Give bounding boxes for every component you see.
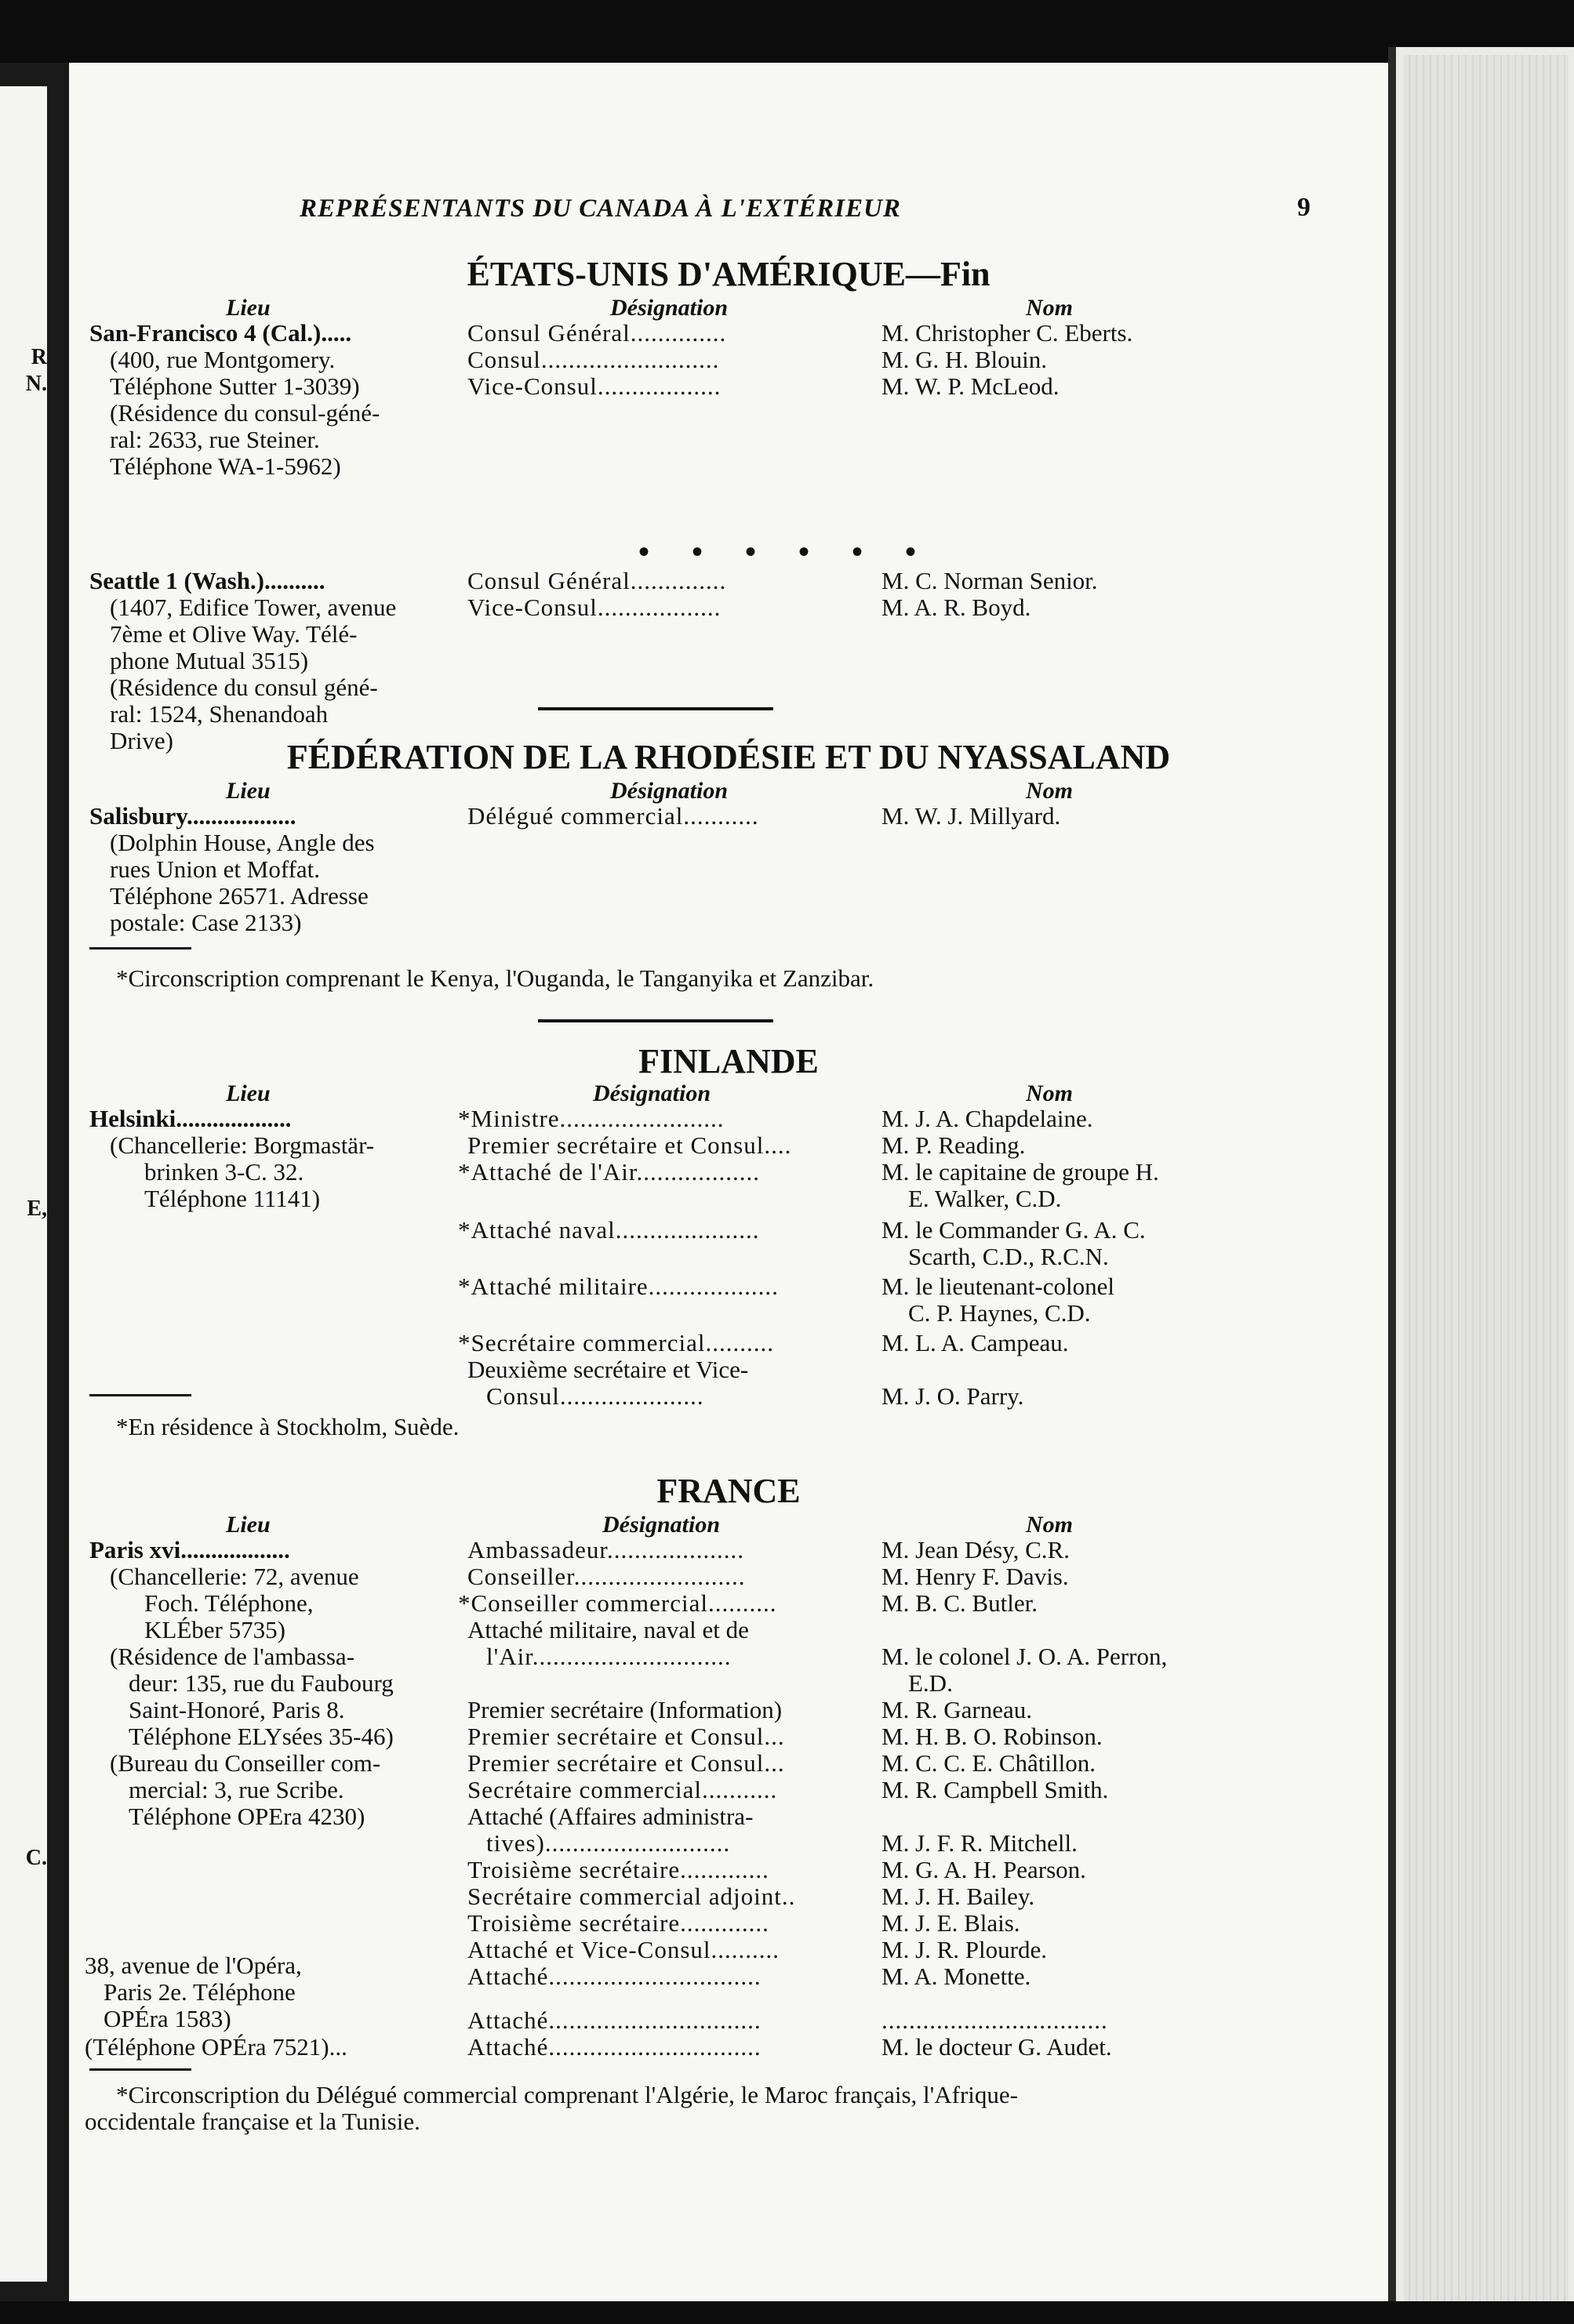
- lieu-line: Saint-Honoré, Paris 8.: [129, 1696, 345, 1723]
- designation-cell: Vice-Consul..................: [467, 594, 722, 621]
- lieu-line: (Chancellerie: 72, avenue: [110, 1563, 359, 1590]
- section-rule: [538, 1019, 773, 1022]
- footnote: occidentale française et la Tunisie.: [85, 2108, 420, 2135]
- designation-cell: Attaché...............................: [467, 2033, 762, 2061]
- column-header-nom: Nom: [1026, 1512, 1073, 1538]
- lieu-line: (Dolphin House, Angle des: [110, 829, 375, 856]
- lieu-line: Drive): [110, 727, 173, 754]
- nom-cell: M. J. F. R. Mitchell.: [882, 1829, 1078, 1857]
- lieu-line: Seattle 1 (Wash.)..........: [89, 567, 325, 594]
- lieu-line: Paris xvi..................: [89, 1536, 290, 1563]
- designation-cell: Attaché militaire, naval et de: [467, 1616, 749, 1643]
- nom-cell: M. R. Campbell Smith.: [882, 1776, 1109, 1803]
- column-header-lieu: Lieu: [226, 1080, 271, 1106]
- designation-cell: Conseiller.........................: [467, 1563, 746, 1590]
- nom-cell: M. J. H. Bailey.: [882, 1883, 1035, 1910]
- nom-cell: M. G. H. Blouin.: [882, 346, 1047, 373]
- designation-cell: *Secrétaire commercial..........: [458, 1329, 774, 1356]
- lieu-line: (Résidence de l'ambassa-: [110, 1643, 355, 1670]
- nom-cell: Scarth, C.D., R.C.N.: [908, 1243, 1109, 1270]
- lieu-line: 7ème et Olive Way. Télé-: [110, 620, 358, 648]
- lieu-line: OPÉra 1583): [104, 2005, 231, 2032]
- nom-cell: M. C. C. E. Châtillon.: [882, 1749, 1096, 1777]
- lieu-line: Téléphone 11141): [144, 1185, 321, 1212]
- document-page: [69, 63, 1388, 2301]
- designation-cell: *Attaché de l'Air..................: [458, 1158, 760, 1186]
- page-edge-texture: [1404, 55, 1569, 2313]
- designation-cell: Attaché et Vice-Consul..........: [467, 1936, 780, 1963]
- designation-cell: Attaché...............................: [467, 1963, 762, 1990]
- lieu-line: ral: 2633, rue Steiner.: [110, 426, 320, 453]
- designation-cell: Deuxième secrétaire et Vice-: [467, 1356, 749, 1383]
- designation-cell: *Ministre........................: [458, 1105, 725, 1132]
- designation-cell: Premier secrétaire et Consul...: [467, 1749, 785, 1777]
- nom-cell: M. le capitaine de groupe H.: [882, 1158, 1159, 1186]
- lieu-line: brinken 3-C. 32.: [144, 1158, 304, 1186]
- lieu-line: Paris 2e. Téléphone: [104, 1978, 296, 2006]
- nom-cell: .................................: [882, 2006, 1108, 2034]
- column-header-nom: Nom: [1026, 778, 1073, 804]
- nom-cell: M. le Commander G. A. C.: [882, 1216, 1146, 1244]
- section-rule: [538, 707, 773, 710]
- nom-cell: M. A. R. Boyd.: [882, 594, 1031, 621]
- nom-cell: M. W. P. McLeod.: [882, 372, 1060, 400]
- designation-cell: Premier secrétaire et Consul...: [467, 1723, 785, 1750]
- lieu-line: Salisbury..................: [89, 802, 296, 830]
- column-header-designation: Désignation: [602, 1512, 721, 1538]
- separator-dots: • • • • • •: [638, 534, 934, 569]
- lieu-line: KLÉber 5735): [144, 1616, 285, 1643]
- nom-cell: M. A. Monette.: [882, 1963, 1031, 1990]
- nom-cell: M. R. Garneau.: [882, 1696, 1032, 1723]
- designation-cell: Ambassadeur....................: [467, 1536, 745, 1563]
- nom-cell: M. Christopher C. Eberts.: [882, 319, 1133, 347]
- nom-cell: M. B. C. Butler.: [882, 1589, 1038, 1617]
- lieu-line: Téléphone Sutter 1-3039): [110, 372, 360, 400]
- lieu-line: 38, avenue de l'Opéra,: [85, 1952, 302, 1979]
- nom-cell: E. Walker, C.D.: [908, 1185, 1062, 1212]
- lieu-line: Téléphone OPEra 4230): [129, 1803, 365, 1830]
- nom-cell: C. P. Haynes, C.D.: [908, 1299, 1091, 1327]
- section-title-usa: ÉTATS-UNIS D'AMÉRIQUE—Fin: [467, 255, 991, 293]
- running-header: REPRÉSENTANTS DU CANADA À L'EXTÉRIEUR: [300, 194, 901, 223]
- designation-cell: Consul..........................: [467, 346, 720, 373]
- lieu-line: phone Mutual 3515): [110, 647, 309, 674]
- designation-cell: Délégué commercial...........: [467, 802, 759, 830]
- footnote-rule: [89, 947, 191, 950]
- designation-cell: Consul Général..............: [467, 567, 727, 594]
- nom-cell: M. J. E. Blais.: [882, 1909, 1020, 1937]
- designation-cell: Secrétaire commercial adjoint..: [467, 1883, 796, 1910]
- nom-cell: M. le colonel J. O. A. Perron,: [882, 1643, 1168, 1670]
- designation-cell: l'Air.............................: [486, 1643, 732, 1670]
- nom-cell: M. J. R. Plourde.: [882, 1936, 1047, 1963]
- nom-cell: M. P. Reading.: [882, 1131, 1026, 1159]
- column-header-designation: Désignation: [593, 1080, 711, 1106]
- designation-cell: Premier secrétaire et Consul....: [467, 1131, 792, 1159]
- column-header-nom: Nom: [1026, 295, 1073, 321]
- designation-cell: Attaché (Affaires administra-: [467, 1803, 754, 1830]
- designation-cell: Attaché...............................: [467, 2006, 762, 2034]
- nom-cell: M. Jean Désy, C.R.: [882, 1536, 1070, 1563]
- designation-cell: Vice-Consul..................: [467, 372, 722, 400]
- lieu-line: postale: Case 2133): [110, 909, 302, 936]
- designation-cell: Secrétaire commercial...........: [467, 1776, 778, 1803]
- designation-cell: *Attaché naval.....................: [458, 1216, 760, 1244]
- footnote: *Circonscription du Délégué commercial comprenant l'Algérie, le Maroc français, l'Afrique-: [116, 2081, 1018, 2108]
- section-title-rhodesia: FÉDÉRATION DE LA RHODÉSIE ET DU NYASSALAND: [286, 738, 1171, 776]
- facing-page-text: C.: [25, 1846, 47, 1870]
- designation-cell: tives)...........................: [486, 1829, 731, 1857]
- facing-page-text: N.: [25, 372, 47, 396]
- scan-border-bottom: [0, 2301, 1574, 2324]
- nom-cell: M. G. A. H. Pearson.: [882, 1856, 1086, 1883]
- column-header-lieu: Lieu: [226, 1512, 271, 1538]
- nom-cell: M. W. J. Millyard.: [882, 802, 1061, 830]
- lieu-line: (Téléphone OPÉra 7521)...: [85, 2033, 347, 2061]
- designation-cell: Troisième secrétaire.............: [467, 1909, 769, 1937]
- lieu-line: ral: 1524, Shenandoah: [110, 700, 329, 728]
- lieu-line: San-Francisco 4 (Cal.).....: [89, 319, 352, 347]
- section-title-france: FRANCE: [656, 1472, 801, 1510]
- nom-cell: M. H. B. O. Robinson.: [882, 1723, 1103, 1750]
- lieu-line: (Résidence du consul géné-: [110, 674, 378, 701]
- nom-cell: M. le lieutenant-colonel: [882, 1273, 1114, 1300]
- lieu-line: Helsinki...................: [89, 1105, 292, 1132]
- column-header-nom: Nom: [1026, 1080, 1073, 1106]
- facing-page-text: R: [31, 345, 47, 369]
- footnote: *Circonscription comprenant le Kenya, l'Ouganda, le Tanganyika et Zanzibar.: [116, 964, 874, 992]
- section-title-finland: FINLANDE: [638, 1042, 819, 1080]
- designation-cell: Troisième secrétaire.............: [467, 1856, 769, 1883]
- designation-cell: *Conseiller commercial..........: [458, 1589, 777, 1617]
- facing-page-edge: [0, 86, 47, 2282]
- scan-border-top: [0, 0, 1574, 63]
- lieu-line: (Chancellerie: Borgmastär-: [110, 1131, 375, 1159]
- column-header-designation: Désignation: [610, 295, 729, 321]
- lieu-line: Foch. Téléphone,: [144, 1589, 314, 1617]
- column-header-designation: Désignation: [610, 778, 729, 804]
- lieu-line: rues Union et Moffat.: [110, 855, 321, 883]
- facing-page-text: E,: [27, 1196, 47, 1221]
- lieu-line: Téléphone 26571. Adresse: [110, 882, 369, 910]
- column-header-lieu: Lieu: [226, 778, 271, 804]
- nom-cell: M. le docteur G. Audet.: [882, 2033, 1112, 2061]
- lieu-line: (400, rue Montgomery.: [110, 346, 336, 373]
- lieu-line: Téléphone WA-1-5962): [110, 452, 341, 480]
- designation-cell: Consul.....................: [486, 1382, 704, 1410]
- lieu-line: deur: 135, rue du Faubourg: [129, 1669, 394, 1697]
- nom-cell: M. J. A. Chapdelaine.: [882, 1105, 1093, 1132]
- nom-cell: M. Henry F. Davis.: [882, 1563, 1069, 1590]
- lieu-line: (1407, Edifice Tower, avenue: [110, 594, 397, 621]
- nom-cell: M. L. A. Campeau.: [882, 1329, 1069, 1356]
- footnote-rule: [89, 2068, 191, 2071]
- footnote-rule: [89, 1394, 191, 1396]
- lieu-line: (Résidence du consul-géné-: [110, 399, 380, 427]
- footnote: *En résidence à Stockholm, Suède.: [116, 1413, 460, 1440]
- nom-cell: E.D.: [908, 1669, 953, 1697]
- lieu-line: Téléphone ELYsées 35-46): [129, 1723, 394, 1750]
- designation-cell: *Attaché militaire...................: [458, 1273, 779, 1300]
- designation-cell: Premier secrétaire (Information): [467, 1696, 783, 1723]
- designation-cell: Consul Général..............: [467, 319, 727, 347]
- nom-cell: M. J. O. Parry.: [882, 1382, 1024, 1410]
- lieu-line: (Bureau du Conseiller com-: [110, 1749, 381, 1777]
- nom-cell: M. C. Norman Senior.: [882, 567, 1098, 594]
- lieu-line: mercial: 3, rue Scribe.: [129, 1776, 344, 1803]
- column-header-lieu: Lieu: [226, 295, 271, 321]
- page-number: 9: [1297, 193, 1310, 222]
